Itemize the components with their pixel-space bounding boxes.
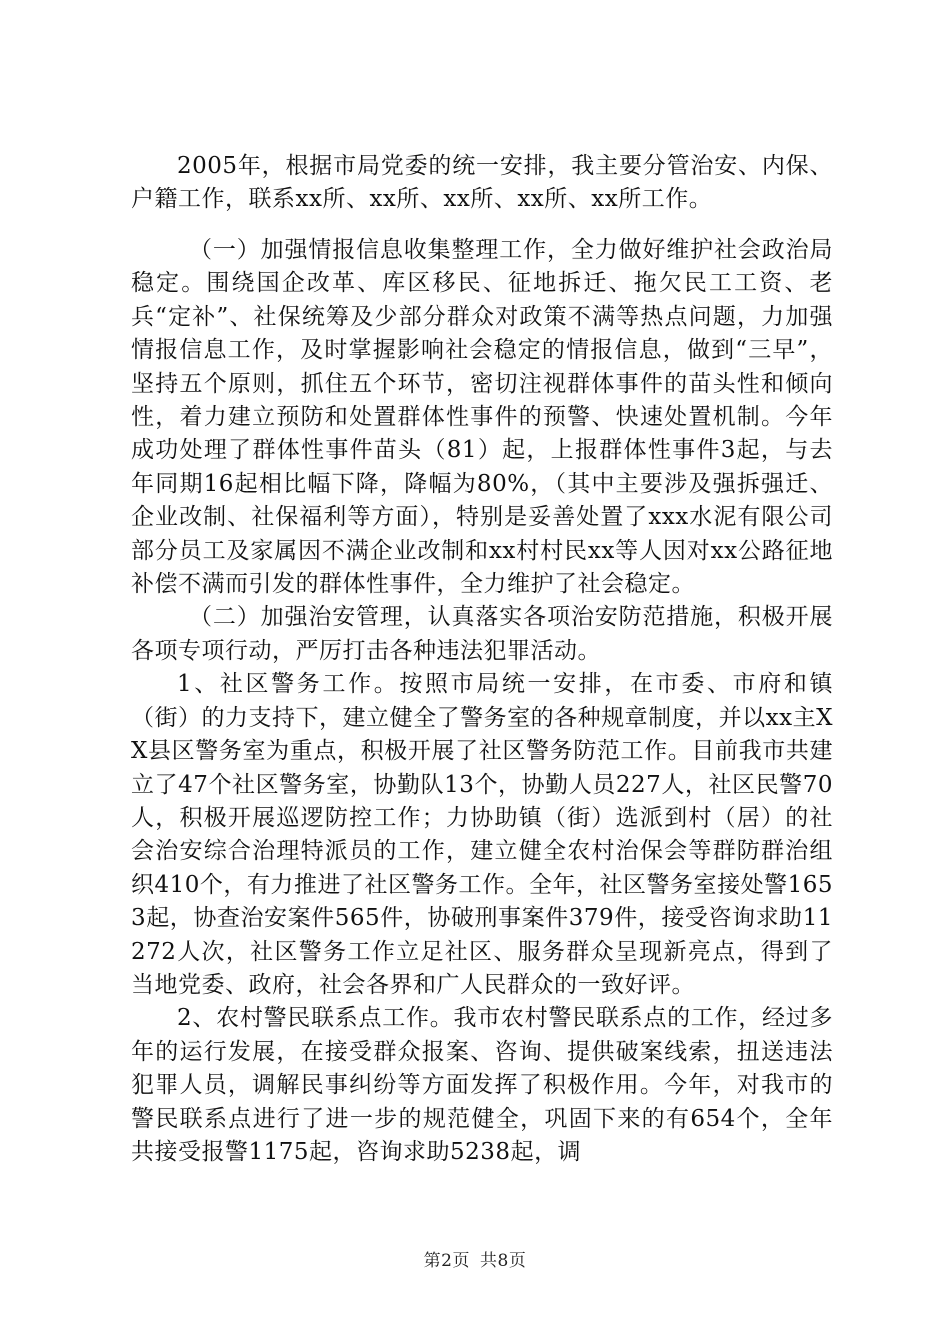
paragraph-public-security-management: （二）加强治安管理，认真落实各项治安防范措施，积极开展各项专项行动，严厉打击各种违法犯罪活动。	[131, 604, 833, 664]
page-number: 第2页	[423, 1251, 470, 1271]
paragraph-rural-contact-points: 2、农村警民联系点工作。我市农村警民联系点的工作，经过多年的运行发展，在接受群众报案、咨询、提供破案线索，扭送违法犯罪人员，调解民事纠纷等方面发挥了积极作用。今年，对我市的警民联系点进行了进一步的规范健全，巩固下来的有654个，全年共接受报警1175起，咨询求助5238起，调	[131, 1005, 833, 1165]
paragraph-community-policing: 1、社区警务工作。按照市局统一安排，在市委、市府和镇（街）的力支持下，建立健全了警务室的各种规章制度，并以xx主XX县区警务室为重点，积极开展了社区警务防范工作。目前我市共建立了47个社区警务室，协勤队13个，协勤人员227人，社区民警70人，积极开展巡逻防控工作；力协助镇（街）选派到村（居）的社会治安综合治理特派员的工作，建立健全农村治保会等群防群治组织410个，有力推进了社区警务工作。全年，社区警务室接处警1653起，协查治安案件565件，协破刑事案件379件，接受咨询求助11272人次，社区警务工作立足社区、服务群众呈现新亮点，得到了当地党委、政府，社会各界和广人民群众的一致好评。	[131, 671, 833, 998]
page-total: 共8页	[480, 1251, 527, 1271]
intro-block	[131, 150, 833, 217]
intro-paragraph: 2005年，根据市局党委的统一安排，我主要分管治安、内保、户籍工作，联系xx所、xx所、xx所、xx所、xx所工作。	[131, 153, 833, 213]
main-text-block	[131, 234, 833, 1169]
paragraph-intelligence-work: （一）加强情报信息收集整理工作，全力做好维护社会政治局稳定。围绕国企改革、库区移民、征地拆迁、拖欠民工工资、老兵“定补”、社保统筹及少部分群众对政策不满等热点问题，力加强情报信息工作，及时掌握影响社会稳定的情报信息，做到“三早”，坚持五个原则，抓住五个环节，密切注视群体事件的苗头性和倾向性，着力建立预防和处置群体性事件的预警、快速处置机制。今年成功处理了群体性事件苗头（81）起，上报群体性事件3起，与去年同期16起相比幅下降，降幅为80%，（其中主要涉及强拆强迁、企业改制、社保福利等方面），特别是妥善处置了xxx水泥有限公司部分员工及家属因不满企业改制和xx村村民xx等人因对xx公路征地补偿不满而引发的群体性事件，全力维护了社会稳定。	[131, 237, 833, 598]
page-footer	[0, 1246, 950, 1271]
